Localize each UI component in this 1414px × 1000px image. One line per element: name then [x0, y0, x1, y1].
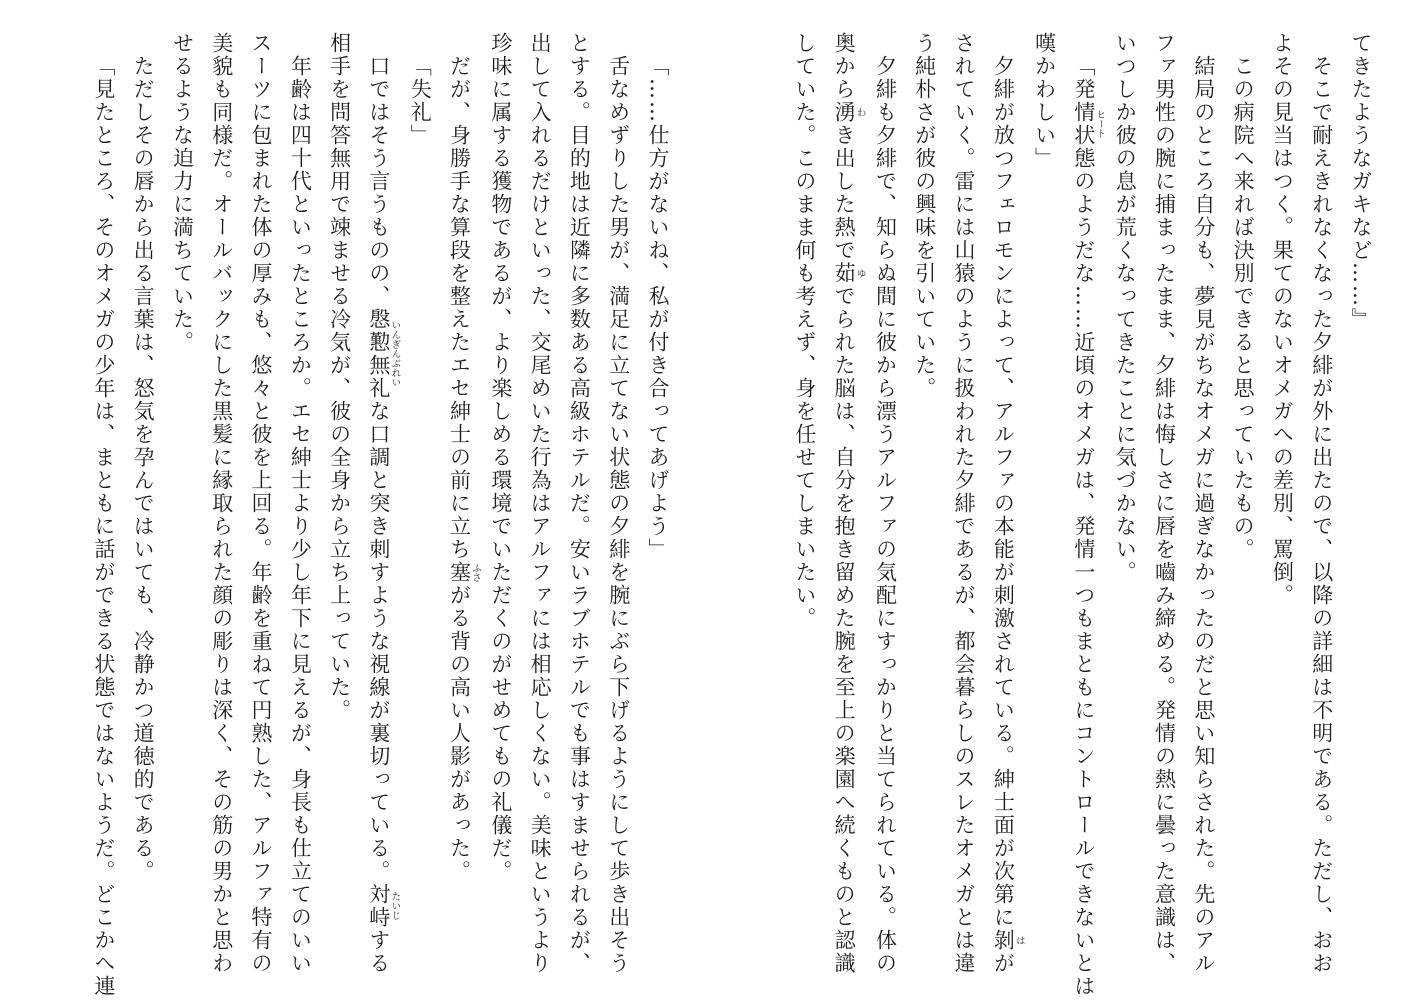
furigana-annotated-word: 発情状態ヒート	[1071, 78, 1106, 170]
furigana-annotated-word: 茹ゆ	[832, 262, 866, 285]
page-left	[84, 32, 677, 998]
text-column: 舌なめずりした男が、満足に立てない状態の夕緋を腕にぶら下げるようにして歩き出そう	[606, 55, 631, 975]
text-column: 結局のところ自分も、夢見がちなオメガに過ぎなかったのだと思い知らされた。先のアル	[1191, 55, 1216, 975]
text-column: 美貌も同様だ。オールバックにした黒髪に縁取られた顔の彫りは深く、その筋の男かと思わ	[209, 32, 234, 975]
text-column: 珍味に属する獲物であるが、より楽しめる環境でいただくのがせめてもの礼儀だ。	[488, 32, 513, 883]
text-column: 「発情状態ヒートのようだな……近頃のオメガは、発情一つもまともにコントロールできないとは	[1071, 55, 1106, 998]
text-column: していた。このまま何も考えず、身を任せてしまいたい。	[792, 32, 817, 630]
text-column: 相手を問答無用で竦ませる冷気が、彼の全身から立ち上っていた。	[327, 32, 352, 722]
furigana-annotated-word: 塞ふさ	[447, 561, 482, 584]
text-column: とする。目的地は近隣に多数ある高級ホテルだ。安いラブホテルでも事はすませられるが、	[567, 32, 592, 975]
text-column: ただしその唇から出る言葉は、怒気を孕んではいても、冷静かつ道徳的である。	[131, 55, 156, 883]
text-column: 出して入れるだけといった、交尾めいた行為はアルファには相応しくない。美味というより	[528, 32, 553, 975]
text-column: 口ではそう言うものの、慇懃無礼いんぎんぶれいな口調と突き刺すような視線が裏切っている。対峙たいじする	[366, 55, 401, 975]
text-column: そこで耐えきれなくなった夕緋が外に出たので、以降の詳細は不明である。ただし、おお	[1309, 55, 1334, 975]
text-column: 夕緋も夕緋で、知らぬ間に彼から漂うアルファの気配にすっかりと当てられている。体の	[873, 55, 898, 975]
text-column: 夕緋が放つフェロモンによって、アルファの本能が刺激されている。紳士面が次第に剝はが	[991, 55, 1025, 975]
text-column: 嘆かわしい」	[1032, 32, 1057, 170]
text-column: せるような迫力に満ちていた。	[170, 32, 195, 354]
text-column: 「見たところ、そのオメガの少年は、まともに話ができる状態ではないようだ。どこかへ連	[91, 55, 116, 998]
text-column: されていく。雷には山猿のように扱われた夕緋であるが、都会暮らしのスレたオメガとは違	[952, 32, 977, 975]
text-column: 年齢は四十代といったところか。エセ紳士より少し年下に見えるが、身長も仕立てのいい	[288, 55, 313, 975]
furigana-annotated-word: 慇懃無礼いんぎんぶれい	[366, 308, 401, 400]
furigana-annotated-word: 湧わ	[832, 101, 866, 124]
furigana-annotated-word: 対峙たいじ	[366, 883, 401, 929]
text-column: 「……仕方がないね、私が付き合ってあげよう」	[646, 55, 670, 561]
text-column: う純朴さが彼の興味を引いていた。	[912, 32, 937, 400]
text-column: ファ男性の腕に捕まったまま、夕緋は悔しさに唇を嚙み締める。発情の熱に曇った意識は、	[1152, 32, 1177, 975]
furigana-annotated-word: 剝は	[991, 929, 1025, 952]
text-column: よその見当はつく。果てのないオメガへの差別、罵倒。	[1270, 32, 1295, 607]
text-column: この病院へ来れば決別できると思っていたもの。	[1231, 55, 1256, 561]
text-column: いつしか彼の息が荒くなってきたことに気づかない。	[1113, 32, 1138, 584]
text-column: てきたようなガキなど……』	[1349, 32, 1373, 331]
text-column: だが、身勝手な算段を整えたエセ紳士の前に立ち塞ふさがる背の高い人影があった。	[447, 55, 482, 883]
text-column: 奥から湧わき出した熱で茹ゆでられた脳は、自分を抱き留めた腕を至上の楽園へ続くものと認識	[832, 32, 866, 975]
text-column: 「失礼」	[408, 55, 433, 147]
page-right	[785, 32, 1380, 998]
text-column: スーツに包まれた体の厚みも、悠々と彼を上回る。年齢を重ねて円熟した、アルファ特有の	[249, 32, 274, 975]
